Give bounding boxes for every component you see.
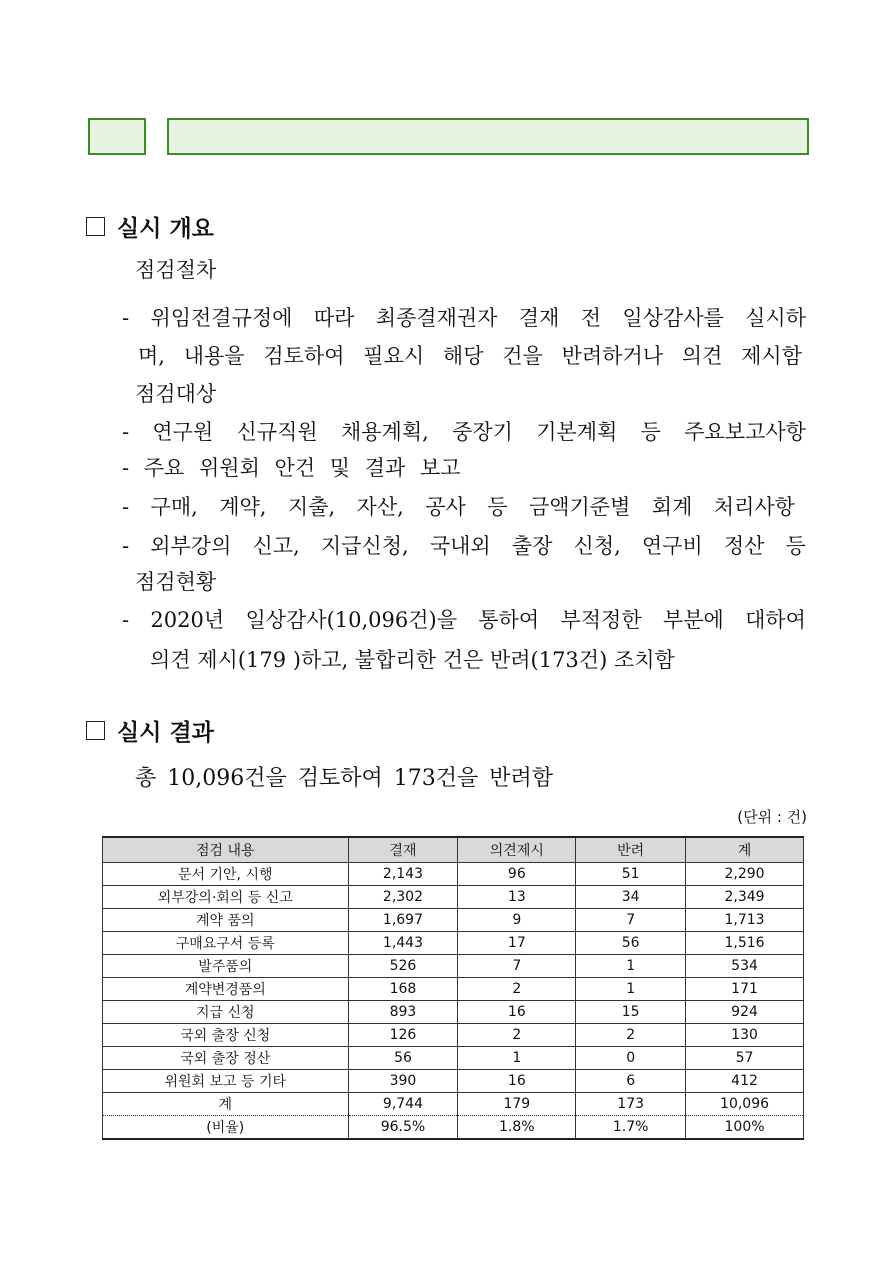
word: -	[122, 608, 130, 632]
value-cell: 96.5%	[348, 1116, 458, 1140]
word: 구매,	[150, 495, 198, 519]
value-cell: 0	[576, 1047, 686, 1070]
value-cell: 16	[458, 1070, 576, 1093]
row-label-cell: 발주품의	[103, 955, 349, 978]
word: 정산	[723, 534, 765, 558]
value-cell: 2,143	[348, 863, 458, 886]
table-row	[103, 1047, 804, 1070]
value-cell: 893	[348, 1001, 458, 1024]
unit-label: (단위 : 건)	[737, 808, 807, 826]
value-cell: 168	[348, 978, 458, 1001]
word: 출장	[511, 534, 553, 558]
status-line-2: 의견 제시(179 )하고, 불합리한 건은 반려(173건) 조치함	[150, 648, 675, 672]
row-label-cell: 국외 출장 정산	[103, 1047, 349, 1070]
value-cell: 9	[458, 909, 576, 932]
value-cell: 1	[576, 955, 686, 978]
value-cell: 924	[686, 1001, 804, 1024]
procedure-line-1	[122, 308, 806, 329]
row-label-cell: 계약 품의	[103, 909, 349, 932]
value-cell: 96	[458, 863, 576, 886]
table-row	[103, 863, 804, 886]
value-cell: 412	[686, 1070, 804, 1093]
word: 지급신청,	[320, 534, 409, 558]
row-label-cell: 계약변경품의	[103, 978, 349, 1001]
row-label-cell: 국외 출장 신청	[103, 1024, 349, 1047]
word: 신청,	[573, 534, 621, 558]
word: 따라	[313, 306, 355, 330]
word: 부분에	[662, 608, 724, 632]
column-header: 반려	[576, 837, 686, 863]
word: 처리사항	[713, 495, 795, 519]
column-header: 점검 내용	[103, 837, 349, 863]
word: 검토하여	[263, 344, 345, 368]
word: 연구비	[641, 534, 703, 558]
value-cell: 1,697	[348, 909, 458, 932]
value-cell: 2,302	[348, 886, 458, 909]
word: 등	[785, 534, 806, 558]
word: 실시하	[745, 306, 806, 330]
word: -	[122, 420, 130, 444]
table-row	[103, 955, 804, 978]
word: 대하여	[745, 608, 806, 632]
value-cell: 57	[686, 1047, 804, 1070]
word: 일상감사(10,096건)을	[245, 608, 458, 632]
word: 등	[487, 495, 508, 519]
row-label-cell: 지급 신청	[103, 1001, 349, 1024]
word: 부적정한	[560, 608, 642, 632]
word: 필요시	[363, 344, 425, 368]
value-cell: 34	[576, 886, 686, 909]
value-cell: 6	[576, 1070, 686, 1093]
value-cell: 100%	[686, 1116, 804, 1140]
value-cell: 130	[686, 1024, 804, 1047]
checkbox-square-icon	[86, 721, 105, 740]
table-row	[103, 1001, 804, 1024]
section-title: 실시 개요	[117, 216, 214, 242]
section-heading-overview	[86, 210, 214, 243]
table-row	[103, 886, 804, 909]
table-row	[103, 1093, 804, 1116]
value-cell: 534	[686, 955, 804, 978]
value-cell: 2	[458, 978, 576, 1001]
value-cell: 51	[576, 863, 686, 886]
value-cell: 171	[686, 978, 804, 1001]
checkbox-square-icon	[86, 217, 105, 236]
column-header: 계	[686, 837, 804, 863]
row-label-cell: 계	[103, 1093, 349, 1116]
word: 며,	[138, 344, 165, 368]
value-cell: 7	[458, 955, 576, 978]
value-cell: 56	[348, 1047, 458, 1070]
header-title-box	[167, 118, 809, 155]
word: 위임전결규정에	[150, 306, 293, 330]
word: 신고,	[252, 534, 300, 558]
table-row	[103, 909, 804, 932]
value-cell: 13	[458, 886, 576, 909]
target-line-4	[122, 536, 806, 557]
value-cell: 1.8%	[458, 1116, 576, 1140]
word: 신규직원	[236, 420, 318, 444]
word: 내용을	[183, 344, 245, 368]
column-header: 결재	[348, 837, 458, 863]
value-cell: 2,290	[686, 863, 804, 886]
value-cell: 17	[458, 932, 576, 955]
procedure-title: 점검절차	[135, 258, 217, 282]
value-cell: 10,096	[686, 1093, 804, 1116]
word: 최종결재권자	[375, 306, 498, 330]
value-cell: 390	[348, 1070, 458, 1093]
target-line-1	[122, 422, 806, 443]
word: 회계	[651, 495, 693, 519]
table-header-row	[103, 837, 804, 863]
procedure-line-2	[138, 346, 802, 367]
row-label-cell: 외부강의·회의 등 신고	[103, 886, 349, 909]
value-cell: 526	[348, 955, 458, 978]
word: -	[122, 495, 130, 519]
value-cell: 1	[576, 978, 686, 1001]
result-summary: 총 10,096건을 검토하여 173건을 반려함	[135, 766, 553, 791]
word: 외부강의	[150, 534, 232, 558]
status-title: 점검현황	[135, 570, 217, 594]
value-cell: 126	[348, 1024, 458, 1047]
word: 반려하거나	[561, 344, 664, 368]
word: 2020년	[150, 608, 225, 632]
table-row	[103, 1116, 804, 1140]
word: 주요보고사항	[684, 420, 806, 444]
word: 제시함	[741, 344, 802, 368]
value-cell: 1,516	[686, 932, 804, 955]
word: 의견	[681, 344, 723, 368]
value-cell: 2	[458, 1024, 576, 1047]
header-number-box	[88, 118, 146, 155]
word: 자산,	[356, 495, 404, 519]
table-row	[103, 1070, 804, 1093]
word: 등	[640, 420, 661, 444]
value-cell: 56	[576, 932, 686, 955]
word: 통하여	[478, 608, 540, 632]
value-cell: 179	[458, 1093, 576, 1116]
table-body	[103, 863, 804, 1140]
word: 일상감사를	[622, 306, 724, 330]
target-line-2: - 주요 위원회 안건 및 결과 보고	[122, 456, 461, 480]
word: 국내외	[429, 534, 491, 558]
word: 채용계획,	[340, 420, 429, 444]
table-row	[103, 1024, 804, 1047]
row-label-cell: (비율)	[103, 1116, 349, 1140]
word: 연구원	[152, 420, 214, 444]
word: 공사	[425, 495, 466, 519]
audit-result-table	[102, 836, 804, 1140]
word: 결재	[518, 306, 560, 330]
row-label-cell: 구매요구서 등록	[103, 932, 349, 955]
value-cell: 15	[576, 1001, 686, 1024]
word: 건을	[502, 344, 543, 368]
value-cell: 2	[576, 1024, 686, 1047]
value-cell: 1,713	[686, 909, 804, 932]
value-cell: 16	[458, 1001, 576, 1024]
word: -	[122, 534, 130, 558]
row-label-cell: 위원회 보고 등 기타	[103, 1070, 349, 1093]
target-title: 점검대상	[135, 382, 217, 406]
word: -	[122, 306, 130, 330]
status-line-1	[122, 610, 806, 631]
row-label-cell: 문서 기안, 시행	[103, 863, 349, 886]
word: 지출,	[287, 495, 336, 519]
section-heading-result	[86, 714, 214, 747]
word: 금액기준별	[528, 495, 631, 519]
table-row	[103, 978, 804, 1001]
word: 계약,	[219, 495, 267, 519]
value-cell: 1.7%	[576, 1116, 686, 1140]
value-cell: 2,349	[686, 886, 804, 909]
word: 전	[580, 306, 602, 330]
word: 해당	[442, 344, 484, 368]
value-cell: 1	[458, 1047, 576, 1070]
value-cell: 1,443	[348, 932, 458, 955]
value-cell: 173	[576, 1093, 686, 1116]
word: 중장기	[452, 420, 513, 444]
table-row	[103, 932, 804, 955]
target-line-3	[122, 497, 795, 518]
word: 기본계획	[536, 420, 618, 444]
section-title: 실시 결과	[117, 720, 214, 746]
value-cell: 7	[576, 909, 686, 932]
value-cell: 9,744	[348, 1093, 458, 1116]
column-header: 의견제시	[458, 837, 576, 863]
